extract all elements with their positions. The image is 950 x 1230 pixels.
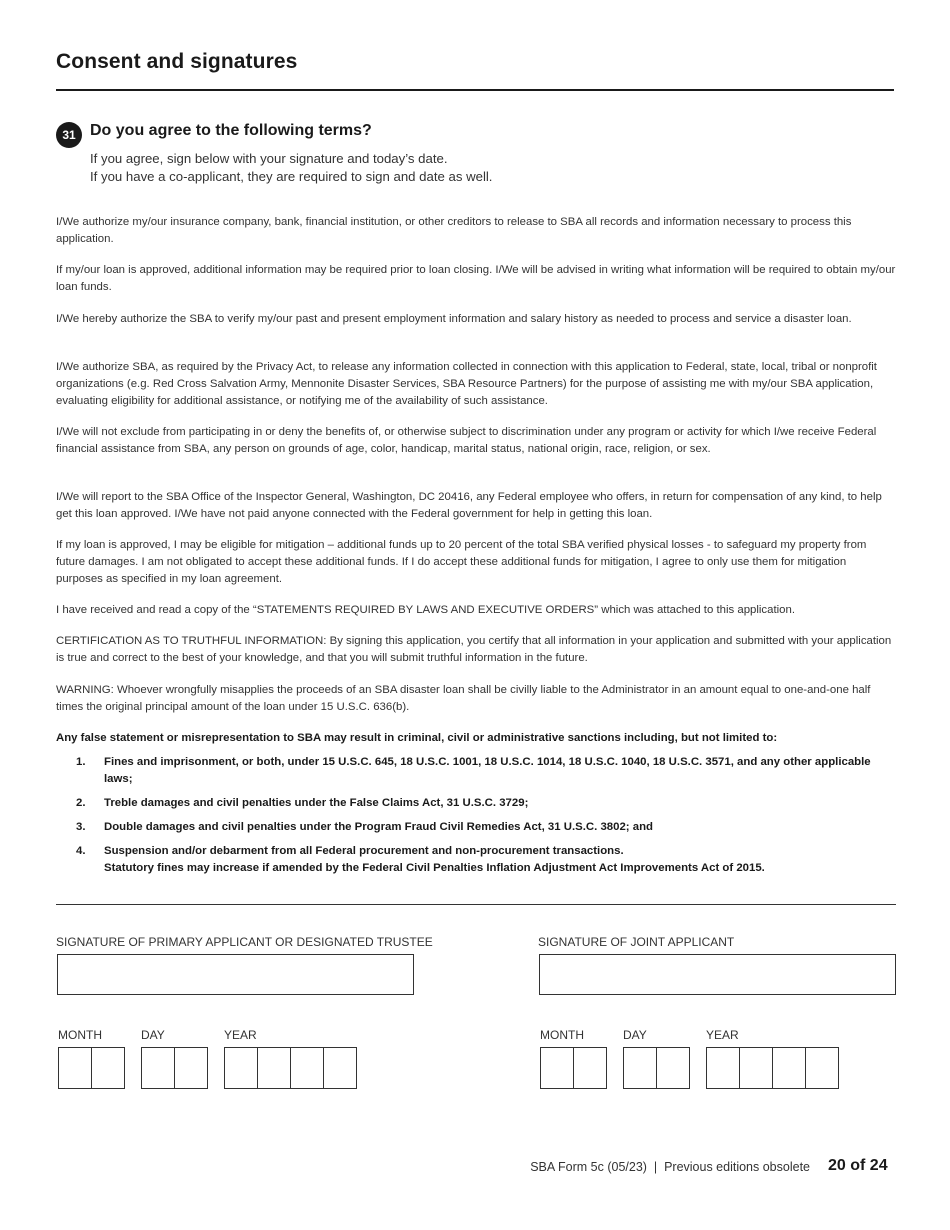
list-number: 4. (76, 845, 86, 857)
year-digit-box[interactable] (805, 1047, 839, 1089)
consent-paragraph: I/We will report to the SBA Office of the Inspector General, Washington, DC 20416, any Federal employee who offers, in return for compensation of any kind, to help get this loan approved. I/We have not paid anyone connected with the Federal government for help in getting this loan. (56, 491, 882, 520)
month-digit-box[interactable] (58, 1047, 92, 1089)
title-divider (56, 89, 894, 91)
question-title: Do you agree to the following terms? (90, 122, 372, 139)
joint-year-label: YEAR (706, 1028, 739, 1042)
year-digit-box[interactable] (224, 1047, 258, 1089)
primary-year-label: YEAR (224, 1028, 257, 1042)
list-text: Treble damages and civil penalties under the False Claims Act, 31 U.S.C. 3729; (104, 797, 529, 809)
list-text: Suspension and/or debarment from all Federal procurement and non-procurement transactions. (104, 845, 624, 857)
primary-month-field (58, 1047, 125, 1089)
consent-paragraph: CERTIFICATION AS TO TRUTHFUL INFORMATION: By signing this application, you certify that all information in your application and submitted with your application is true and correct to the best of your knowledge, and that you will submit truthful information in the future. (56, 635, 892, 664)
consent-paragraph: I/We authorize my/our insurance company, bank, financial institution, or other creditors to release to SBA all records and information necessary to process this application. (56, 216, 852, 245)
consent-paragraph: If my/our loan is approved, additional information may be required prior to loan closing. I/We will be advised in writing what information will be required to obtain my/our loan funds. (56, 264, 896, 293)
day-digit-box[interactable] (656, 1047, 690, 1089)
signature-section-divider (56, 904, 896, 905)
question-instruction-1: If you agree, sign below with your signature and today’s date. (90, 151, 448, 166)
day-digit-box[interactable] (623, 1047, 657, 1089)
year-digit-box[interactable] (257, 1047, 291, 1089)
day-digit-box[interactable] (174, 1047, 208, 1089)
consent-paragraph: I have received and read a copy of the “STATEMENTS REQUIRED BY LAWS AND EXECUTIVE ORDERS” which was attached to this application. (56, 604, 795, 616)
list-number: 3. (76, 821, 86, 833)
primary-day-field (141, 1047, 208, 1089)
year-digit-box[interactable] (323, 1047, 357, 1089)
consent-paragraph: I/We hereby authorize the SBA to verify my/our past and present employment information and salary history as needed to process and service a disaster loan. (56, 313, 852, 325)
year-digit-box[interactable] (772, 1047, 806, 1089)
month-digit-box[interactable] (540, 1047, 574, 1089)
year-digit-box[interactable] (290, 1047, 324, 1089)
primary-signature-label: SIGNATURE OF PRIMARY APPLICANT OR DESIGNATED TRUSTEE (56, 935, 433, 949)
year-digit-box[interactable] (739, 1047, 773, 1089)
joint-signature-label: SIGNATURE OF JOINT APPLICANT (538, 935, 735, 949)
question-number-badge: 31 (56, 122, 82, 148)
joint-day-label: DAY (623, 1028, 647, 1042)
joint-year-field (706, 1047, 839, 1089)
joint-month-field (540, 1047, 607, 1089)
month-digit-box[interactable] (91, 1047, 125, 1089)
consent-paragraph: I/We authorize SBA, as required by the Privacy Act, to release any information collected in connection with this application to Federal, state, local, tribal or nonprofit organizations (e.g. Red Cross Salvation Army, Mennonite Disaster Services, SBA Resource Partners) for the purpose of assisting me with my/our SBA application, evaluating eligibility for additional assistance, or notifying me of the availability of such assistance. (56, 361, 877, 407)
year-digit-box[interactable] (706, 1047, 740, 1089)
page-title: Consent and signatures (56, 50, 298, 73)
day-digit-box[interactable] (141, 1047, 175, 1089)
list-number: 2. (76, 797, 86, 809)
primary-signature-field[interactable] (57, 954, 414, 995)
joint-month-label: MONTH (540, 1028, 584, 1042)
list-number: 1. (76, 756, 86, 768)
sanctions-intro: Any false statement or misrepresentation to SBA may result in criminal, civil or administrative sanctions including, but not limited to: (56, 732, 778, 744)
joint-signature-field[interactable] (539, 954, 896, 995)
primary-month-label: MONTH (58, 1028, 102, 1042)
warning-paragraph: WARNING: Whoever wrongfully misapplies the proceeds of an SBA disaster loan shall be civilly liable to the Administrator in an amount equal to one-and-one half times the original principal amount of the loan under 15 U.S.C. 636(b). (56, 684, 871, 713)
month-digit-box[interactable] (573, 1047, 607, 1089)
consent-paragraph: If my loan is approved, I may be eligible for mitigation – additional funds up to 20 percent of the total SBA verified physical losses - to safeguard my property from future damages. I am not obligated to accept these additional funds. If I do accept these additional funds for mitigation, I agree to only use them for mitigation purposes as specified in my loan agreement. (56, 539, 867, 585)
list-text: Double damages and civil penalties under the Program Fraud Civil Remedies Act, 31 U.S.C. 3802; and (104, 821, 654, 833)
consent-paragraph: I/We will not exclude from participating in or deny the benefits of, or otherwise subject to discrimination under any program or activity for which I/we receive Federal financial assistance from SBA, any person on grounds of age, color, handicap, marital status, national origin, race, religion, or sex. (56, 426, 877, 455)
primary-day-label: DAY (141, 1028, 165, 1042)
joint-day-field (623, 1047, 690, 1089)
list-text: Fines and imprisonment, or both, under 15 U.S.C. 645, 18 U.S.C. 1001, 18 U.S.C. 1014, 18 U.S.C. 1040, 18 U.S.C. 3571, and any other applicable laws; (104, 756, 871, 785)
form-footer-info: SBA Form 5c (05/23) | Previous editions obsolete (530, 1160, 810, 1174)
page-number: 20 of 24 (828, 1157, 888, 1174)
list-text: Statutory fines may increase if amended by the Federal Civil Penalties Inflation Adjustment Act Improvements Act of 2015. (104, 862, 765, 874)
primary-year-field (224, 1047, 357, 1089)
question-instruction-2: If you have a co-applicant, they are required to sign and date as well. (90, 169, 493, 184)
